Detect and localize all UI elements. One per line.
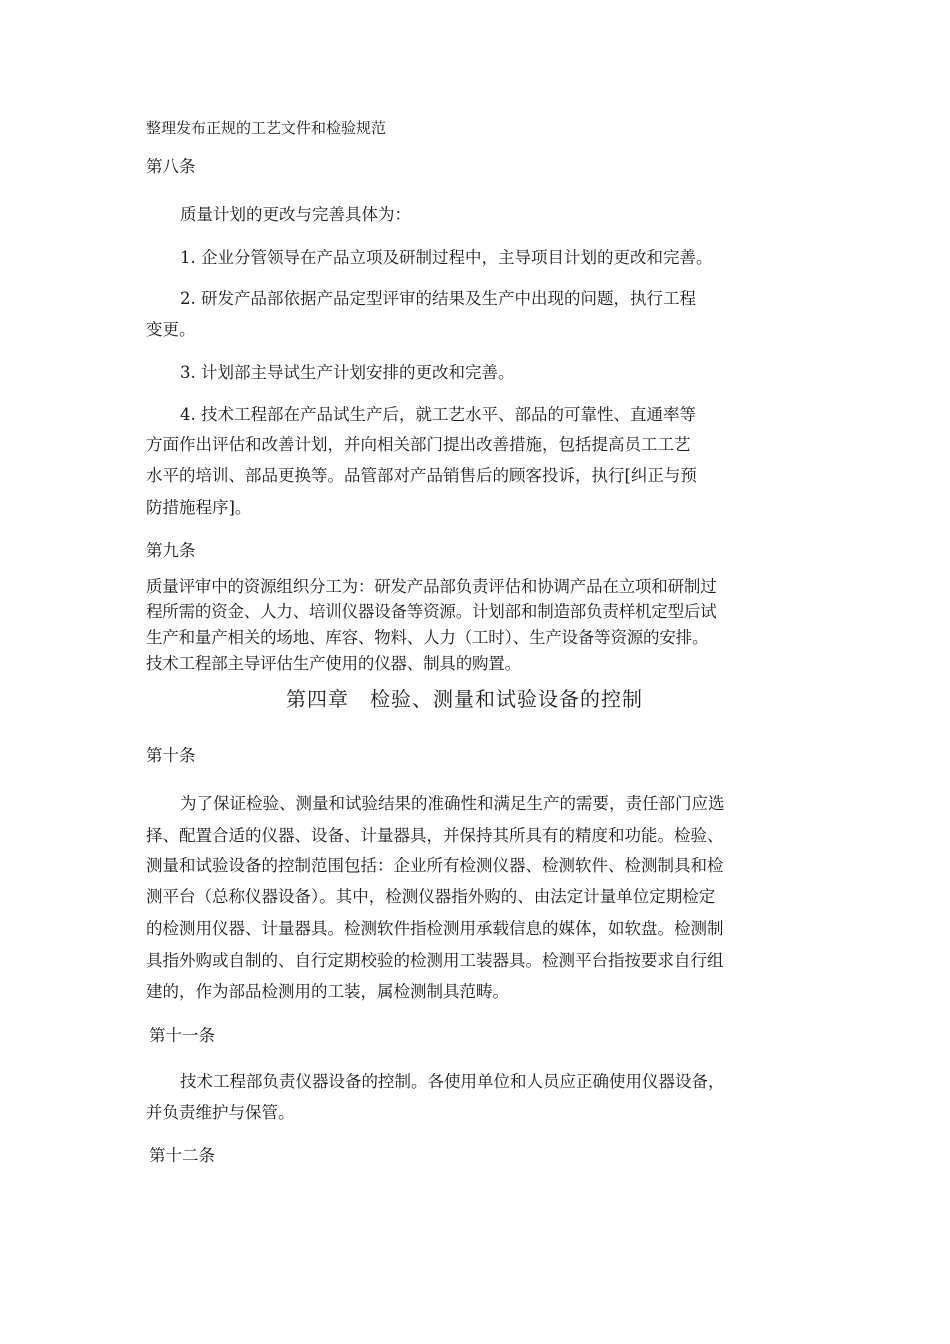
article-heading-8: 第八条 [146,157,196,176]
paragraph-line: 择、配置合适的仪器、设备、计量器具，并保持其所具有的精度和功能。检验、 [146,826,724,845]
paragraph-line: 技术工程部负责仪器设备的控制。各使用单位和人员应正确使用仪器设备， [180,1072,725,1091]
paragraph-line: 1. 企业分管领导在产品立项及研制过程中，主导项目计划的更改和完善。 [180,248,713,267]
paragraph-line: 质量计划的更改与完善具体为： [180,205,411,224]
paragraph-line: 2. 研发产品部依据产品定型评审的结果及生产中出现的问题，执行工程 [180,289,696,308]
paragraph-line: 水平的培训、部品更换等。品管部对产品销售后的顾客投诉，执行[纠正与预 [146,466,697,485]
article-heading-10: 第十条 [146,746,196,765]
paragraph-line: 测平台（总称仪器设备）。其中，检测仪器指外购的、由法定计量单位定期检定 [146,887,716,906]
paragraph-line: 测量和试验设备的控制范围包括：企业所有检测仪器、检测软件、检测制具和检 [146,856,724,875]
paragraph-line: 质量评审中的资源组织分工为：研发产品部负责评估和协调产品在立项和研制过 [146,577,717,596]
paragraph-line: 生产和量产相关的场地、库容、物料、人力（工时）、生产设备等资源的安排。 [146,628,709,647]
paragraph-line: 方面作出评估和改善计划，并向相关部门提出改善措施，包括提高员工工艺 [146,435,691,454]
paragraph-line: 变更。 [146,320,196,339]
article-heading-12: 第十二条 [149,1146,215,1165]
paragraph-line: 防措施程序]。 [146,498,252,517]
paragraph-line: 技术工程部主导评估生产使用的仪器、制具的购置。 [146,654,521,673]
chapter-heading: 第四章 检验、测量和试验设备的控制 [286,687,643,711]
paragraph-line: 3. 计划部主导试生产计划安排的更改和完善。 [180,363,515,382]
paragraph-line: 并负责维护与保管。 [146,1103,295,1122]
paragraph-line: 4. 技术工程部在产品试生产后，就工艺水平、部品的可靠性、直通率等 [180,405,696,424]
article-heading-11: 第十一条 [149,1026,215,1045]
article-heading-9: 第九条 [146,541,196,560]
paragraph-line: 建的，作为部品检测用的工装，属检测制具范畴。 [146,982,509,1001]
paragraph-line: 的检测用仪器、计量器具。检测软件指检测用承载信息的媒体，如软盘。检测制 [146,919,724,938]
paragraph-line: 具指外购或自制的、自行定期校验的检测用工装器具。检测平台指按要求自行组 [146,951,724,970]
text-line-intro: 整理发布正规的工艺文件和检验规范 [146,119,387,137]
paragraph-line: 为了保证检验、测量和试验结果的准确性和满足生产的需要，责任部门应选 [180,794,725,813]
paragraph-line: 程所需的资金、人力、培训仪器设备等资源。计划部和制造部负责样机定型后试 [146,602,717,621]
